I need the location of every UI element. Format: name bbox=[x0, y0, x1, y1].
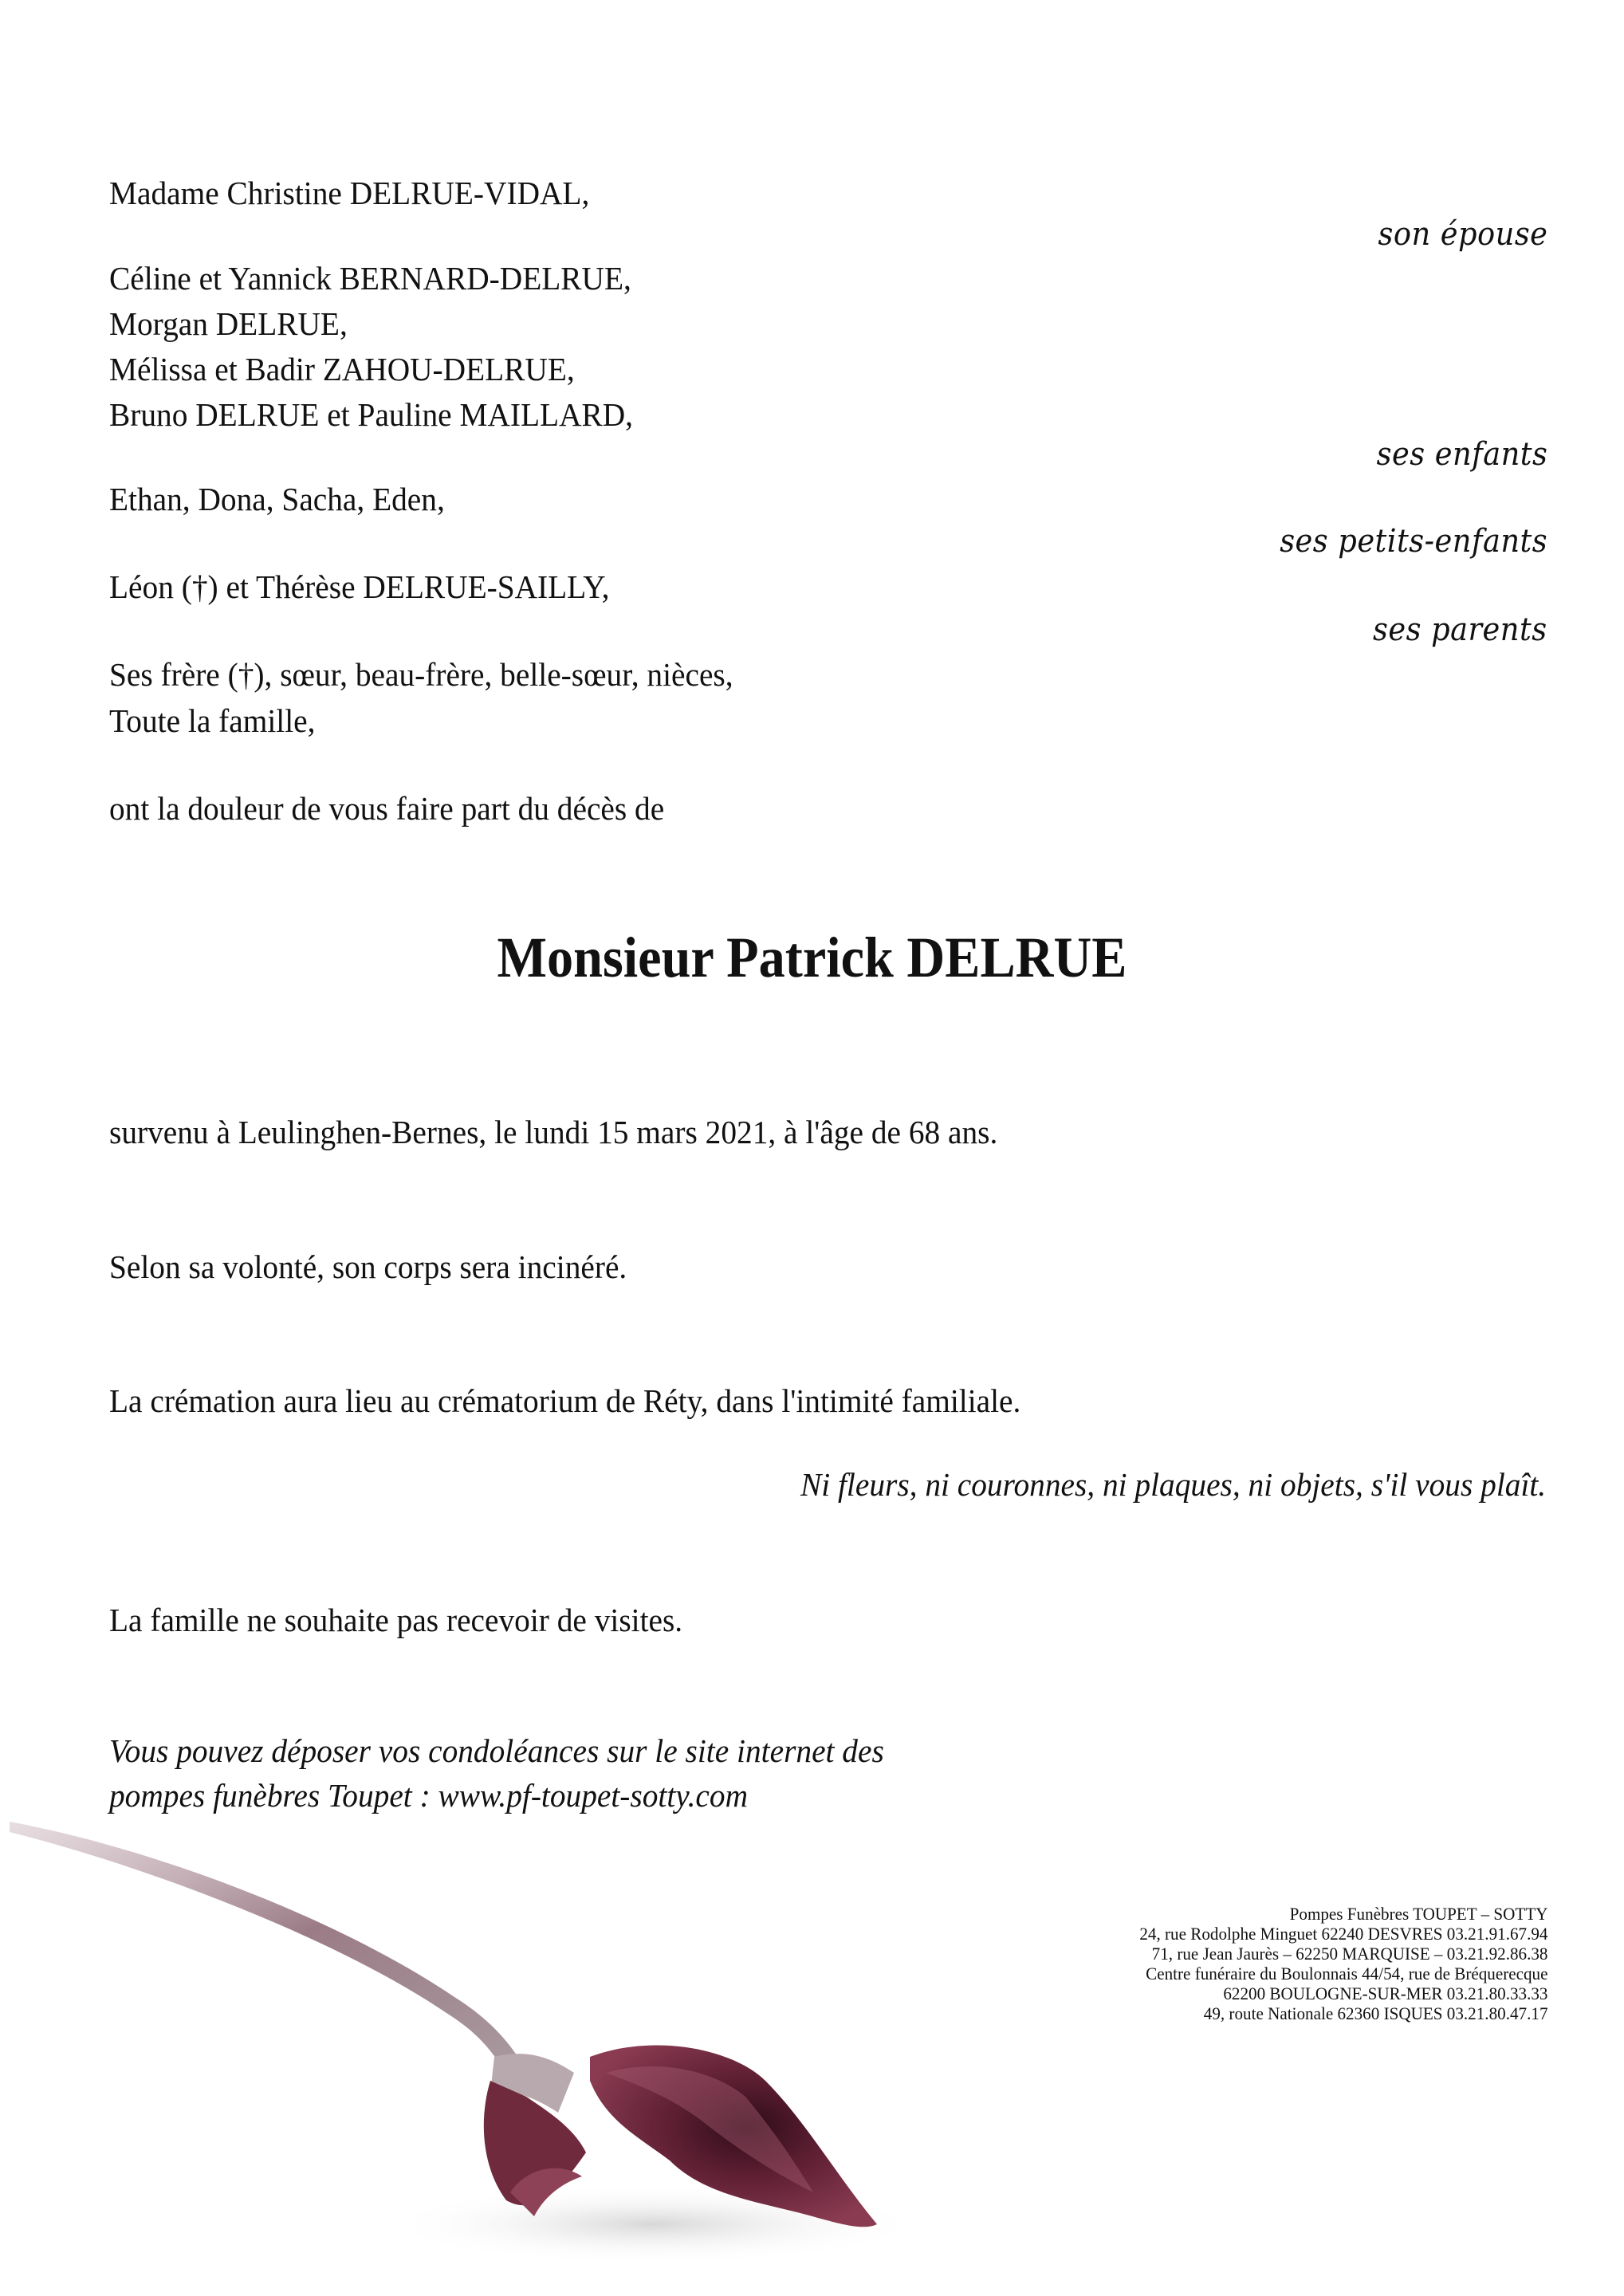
funeral-home-address: 62200 BOULOGNE-SUR-MER 03.21.80.33.33 bbox=[1222, 1983, 1547, 2003]
no-flowers-request: Ni fleurs, ni couronnes, ni plaques, ni objets, s'il vous plaît. bbox=[800, 1466, 1546, 1503]
deceased-name: Monsieur Patrick DELRUE bbox=[497, 926, 1127, 989]
family-line-siblings: Ses frère (†), sœur, beau-frère, belle-sœur, nièces, bbox=[109, 656, 733, 693]
death-details: survenu à Leulinghen-Bernes, le lundi 15 mars 2021, à l'âge de 68 ans. bbox=[109, 1114, 998, 1150]
funeral-home-address: Centre funéraire du Boulonnais 44/54, rue de Bréquerecque bbox=[1145, 1964, 1547, 1983]
cremation-location: La crémation aura lieu au crématorium de Réty, dans l'intimité familiale. bbox=[109, 1382, 1021, 1419]
funeral-home-address: 71, rue Jean Jaurès – 62250 MARQUISE – 03.21.92.86.38 bbox=[1151, 1944, 1547, 1964]
family-line-parents: Léon (†) et Thérèse DELRUE-SAILLY, bbox=[109, 568, 610, 605]
condolences-line-2: pompes funèbres Toupet : www.pf-toupet-sotty.com bbox=[109, 1777, 748, 1814]
family-line-grandchildren: Ethan, Dona, Sacha, Eden, bbox=[109, 481, 445, 517]
family-line-child: Morgan DELRUE, bbox=[109, 305, 348, 342]
announcement-text: ont la douleur de vous faire part du décès de bbox=[109, 790, 665, 827]
relation-grandchildren: ses petits-enfants bbox=[1280, 523, 1547, 560]
relation-children: ses enfants bbox=[1376, 436, 1547, 473]
family-line-child: Céline et Yannick BERNARD-DELRUE, bbox=[109, 260, 631, 297]
family-line-child: Bruno DELRUE et Pauline MAILLARD, bbox=[109, 396, 634, 433]
relation-parents: ses parents bbox=[1373, 611, 1547, 648]
calla-lily-image bbox=[0, 1818, 997, 2296]
relation-spouse: son épouse bbox=[1378, 216, 1547, 253]
family-line-spouse: Madame Christine DELRUE-VIDAL, bbox=[109, 175, 590, 211]
cremation-wish: Selon sa volonté, son corps sera incinéré. bbox=[109, 1248, 627, 1285]
family-line-child: Mélissa et Badir ZAHOU-DELRUE, bbox=[109, 351, 575, 387]
funeral-home-info bbox=[1123, 1904, 1548, 2023]
funeral-home-address: 24, rue Rodolphe Minguet 62240 DESVRES 03.21.91.67.94 bbox=[1138, 1924, 1547, 1944]
no-visits-notice: La famille ne souhaite pas recevoir de visites. bbox=[109, 1602, 683, 1638]
condolences-line-1: Vous pouvez déposer vos condoléances sur le site internet des bbox=[109, 1732, 884, 1769]
funeral-home-address: 49, route Nationale 62360 ISQUES 03.21.80.47.17 bbox=[1203, 2003, 1547, 2023]
family-line-family: Toute la famille, bbox=[109, 702, 316, 739]
flower-stem bbox=[10, 1822, 526, 2081]
funeral-home-name: Pompes Funèbres TOUPET – SOTTY bbox=[1289, 1904, 1547, 1924]
